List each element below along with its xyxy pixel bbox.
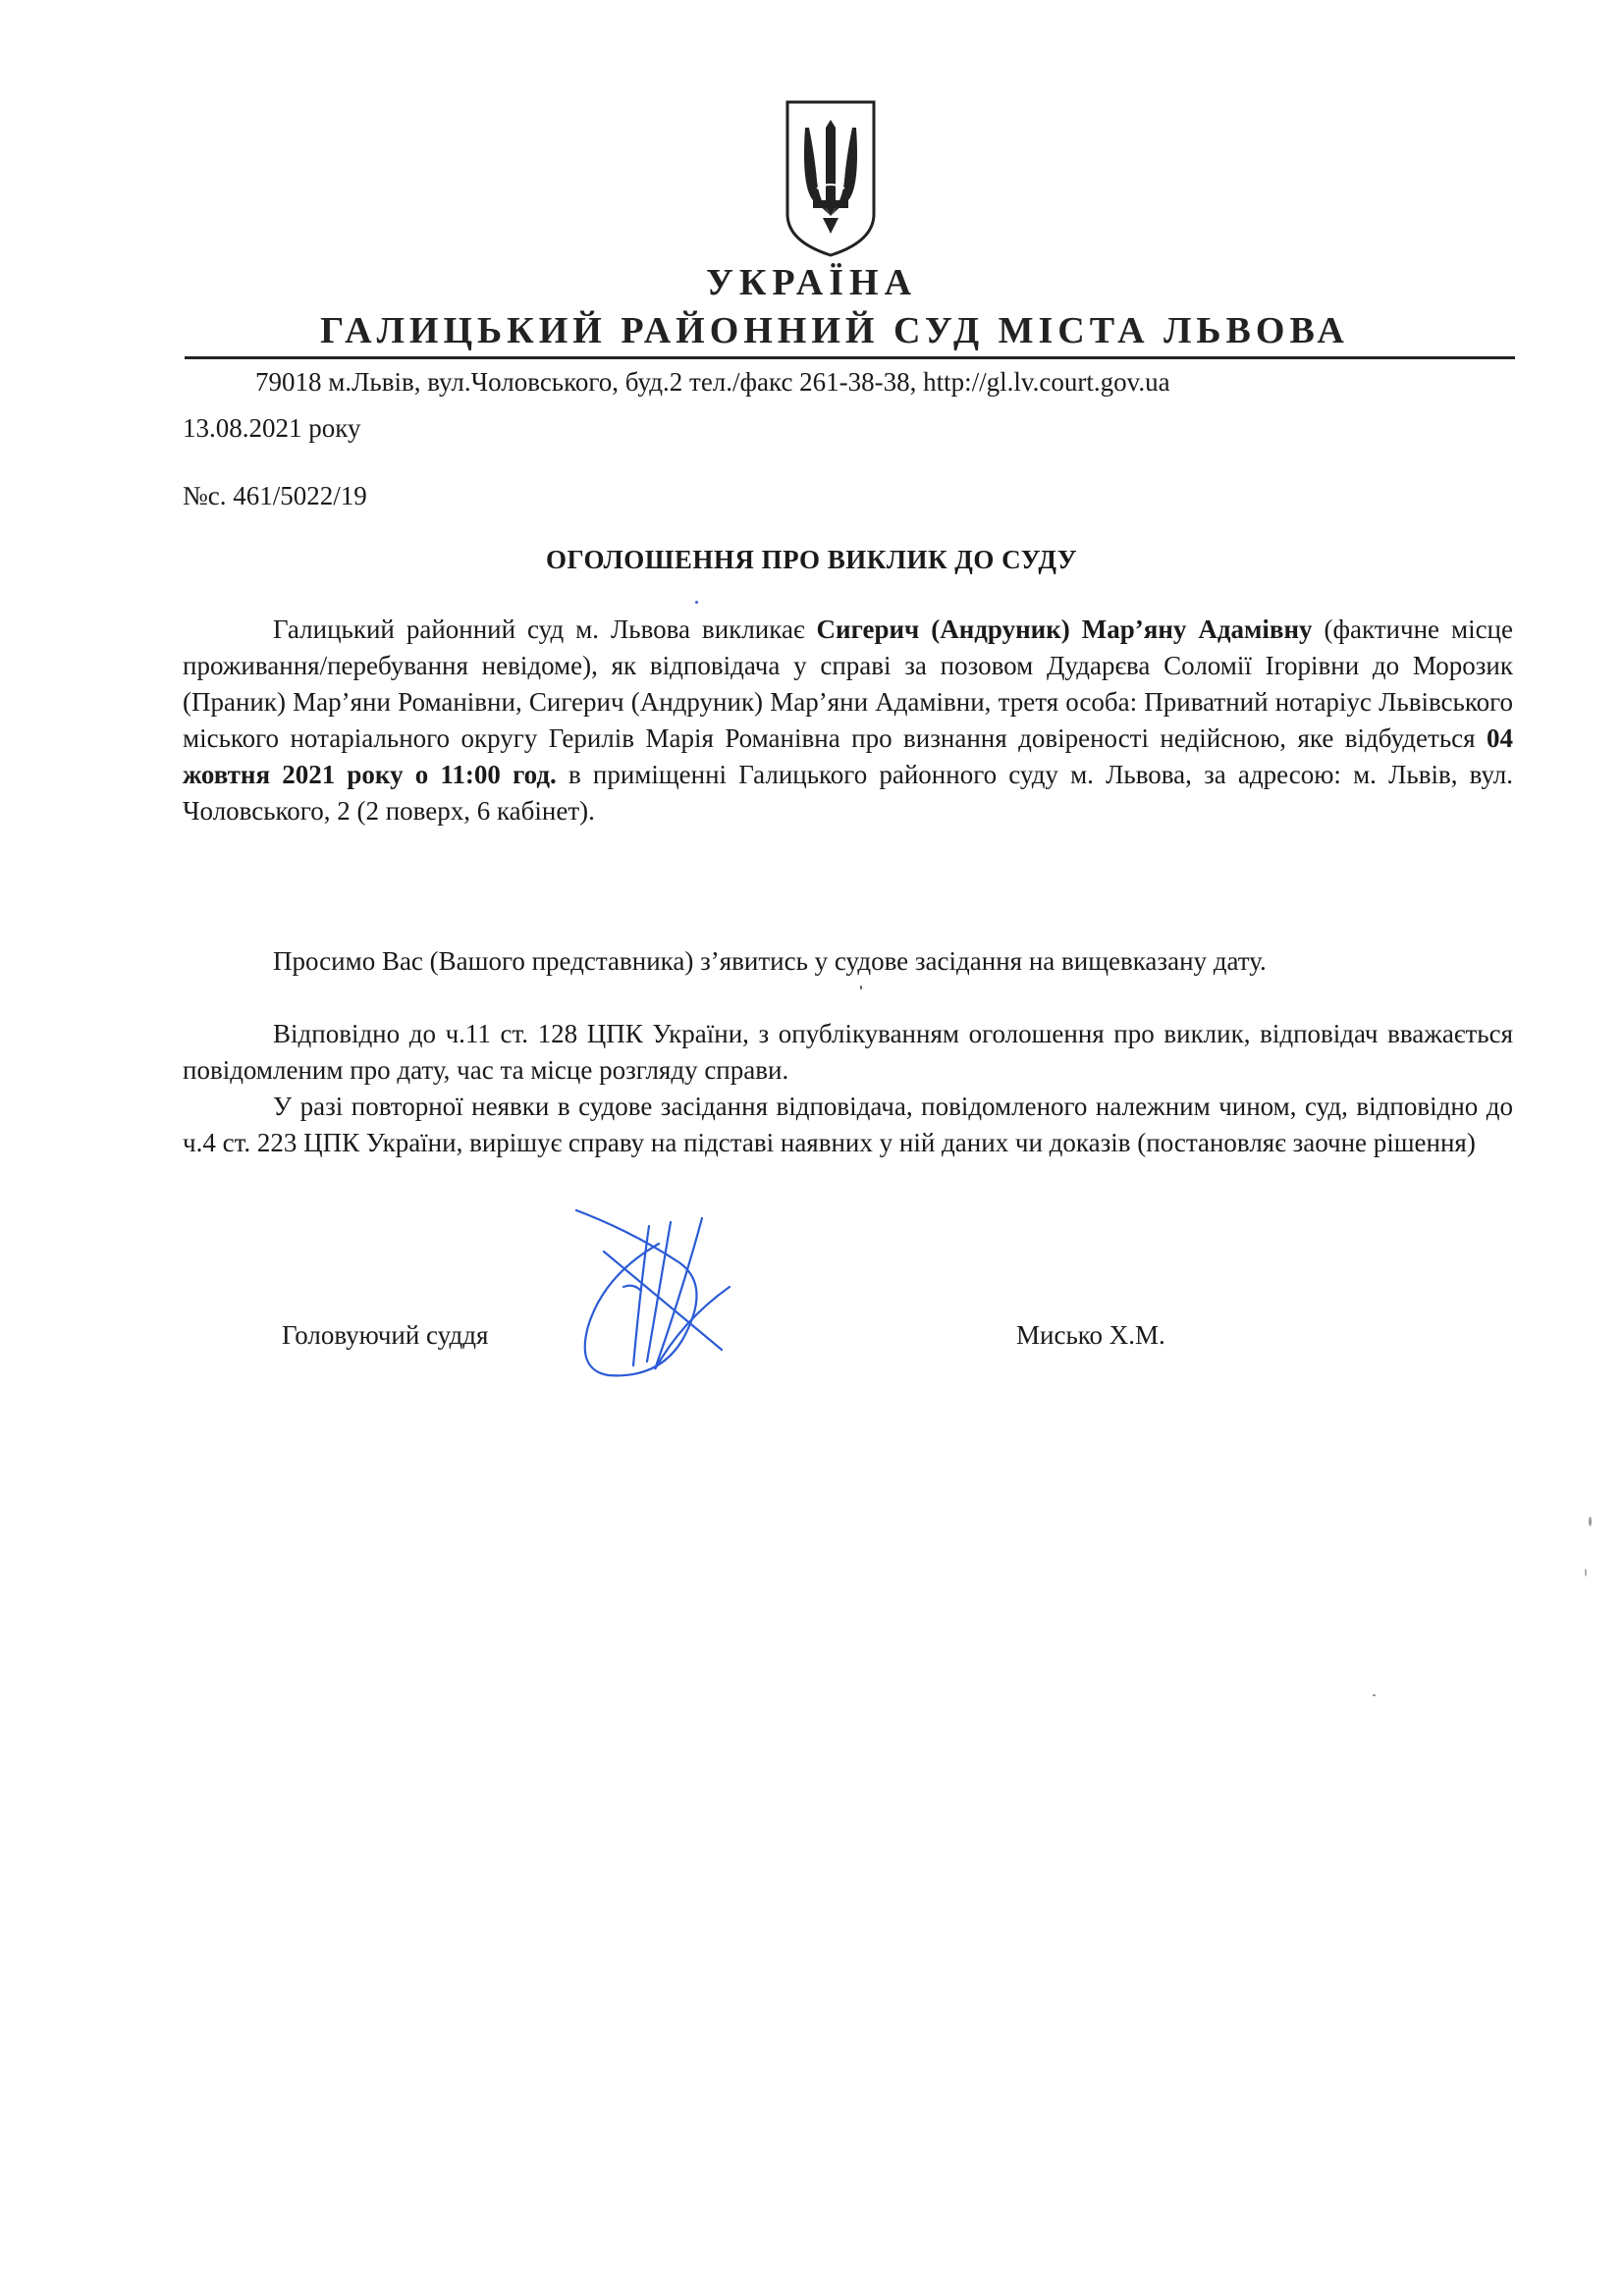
handwritten-signature-icon — [565, 1193, 751, 1389]
judge-title: Головуючий суддя — [282, 1320, 489, 1350]
summons-text-1: Галицький районний суд м. Львова викликає — [273, 614, 817, 644]
country-name: УКРАЇНА — [705, 262, 918, 303]
scan-speck — [695, 601, 698, 604]
document-date: 13.08.2021 року — [183, 413, 361, 443]
notice-paragraph: Відповідно до ч.11 ст. 128 ЦПК України, з опублікуванням оголошення про виклик, відповідач вважається повідомленим про дату, час та місце розгляду справи. — [183, 1019, 1513, 1085]
defendant-name: Сигерич (Андруник) Мар’яну Адамівну — [816, 614, 1313, 644]
summons-text-2: (фактичне місце проживання/перебування невідоме), як відповідача у справі за позовом Дударєва Соломії Ігорівни до Морозик (Праник) Мар’яни Романівни, Сигерич (Андруник) Мар’яни Адамівни, третя особа: Приватний нотаріус Львівського міського нотаріального округу Герилів Марія Романівна про визнання довіреності недійсною, яке відбудеться — [183, 614, 1513, 753]
case-number: №с. 461/5022/19 — [183, 481, 367, 510]
request-paragraph: Просимо Вас (Вашого представника) з’явитись у судове засідання на вищевказану дату. — [273, 946, 1267, 976]
court-name: ГАЛИЦЬКИЙ РАЙОННИЙ СУД МІСТА ЛЬВОВА — [320, 310, 1349, 351]
trident-coat-of-arms-icon — [784, 98, 878, 259]
scan-speck — [1589, 1517, 1592, 1526]
court-address: 79018 м.Львів, вул.Чоловського, буд.2 тел./факс 261-38-38, http://gl.lv.court.gov.ua — [255, 367, 1170, 397]
summons-paragraph — [183, 612, 1513, 829]
scan-speck — [860, 986, 862, 989]
summons-text-3: в приміщенні Галицького районного суду м. Львова, за адресою: м. Львів, вул. Чоловського, 2 (2 поверх, 6 кабінет). — [183, 760, 1513, 826]
scan-speck — [1585, 1569, 1587, 1576]
header-divider — [185, 356, 1515, 359]
document-title: ОГОЛОШЕННЯ ПРО ВИКЛИК ДО СУДУ — [545, 545, 1078, 574]
default-judgment-paragraph: У разі повторної неявки в судове засідання відповідача, повідомленого належним чином, суд, відповідно до ч.4 ст. 223 ЦПК України, вирішує справу на підставі наявних у ній даних чи доказів (постановляє заочне рішення) — [183, 1092, 1513, 1157]
judge-name: Мисько Х.М. — [1016, 1320, 1165, 1350]
scan-speck — [1373, 1694, 1376, 1696]
hearing-datetime: 04 жовтня 2021 року о 11:00 год. — [183, 723, 1513, 789]
